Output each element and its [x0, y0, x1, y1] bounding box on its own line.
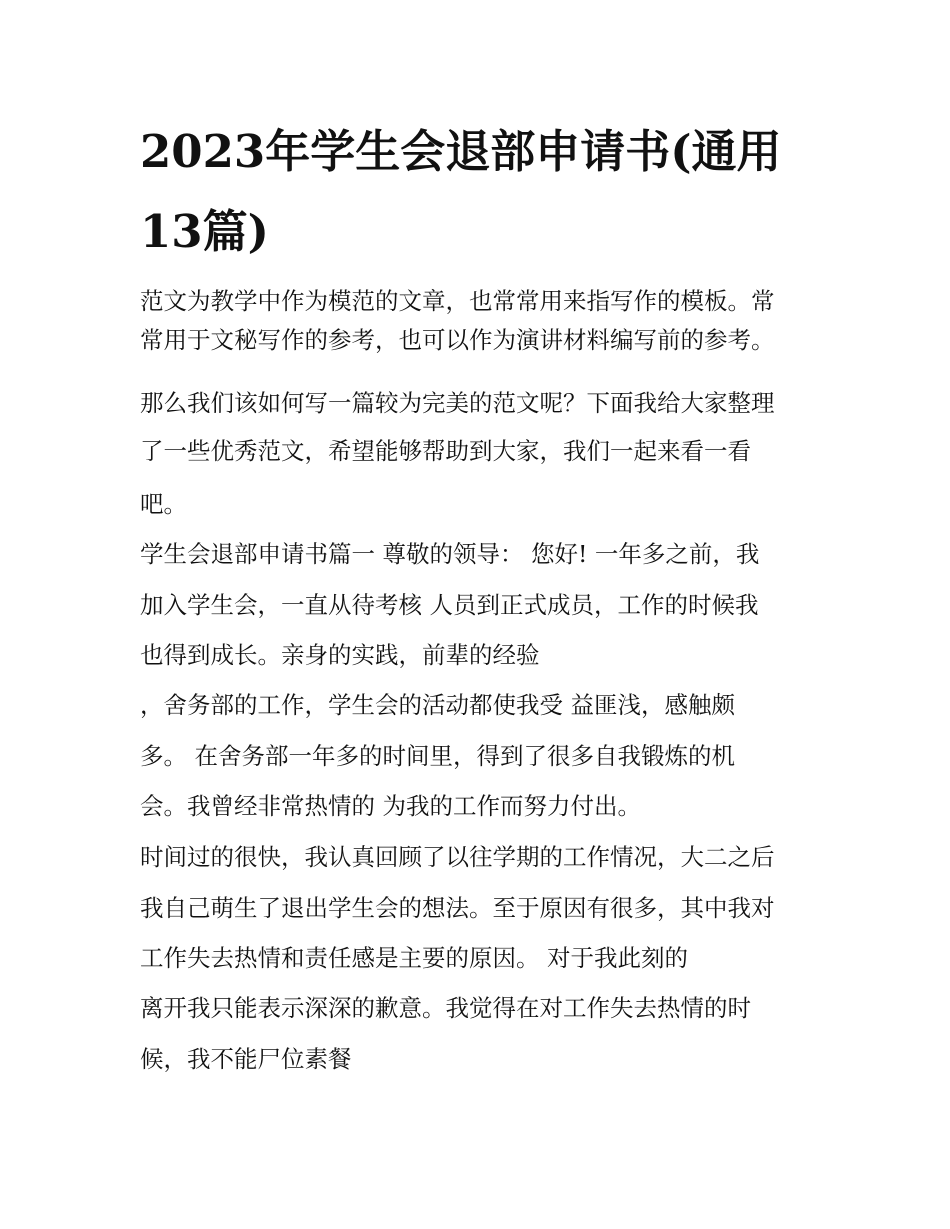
body-line-5: 吧。 [140, 490, 187, 518]
body-line-14: 工作失去热情和责任感是主要的原因。 对于我此刻的 [140, 944, 688, 972]
document-title: 2023年学生会退部申请书(通用13篇) [140, 125, 782, 258]
body-line-16: 候，我不能尸位素餐 [140, 1045, 352, 1073]
body-line-10: 多。 在舍务部一年多的时间里，得到了很多自我锻炼的机 [140, 742, 735, 770]
body-line-6: 学生会退部申请书篇一 尊敬的领导： 您好! 一年多之前，我 [140, 540, 760, 568]
body-line-3: 那么我们该如何写一篇较为完美的范文呢？下面我给大家整理 [140, 389, 775, 417]
body-line-7: 加入学生会，一直从待考核 人员到正式成员，工作的时候我 [140, 591, 759, 619]
body-line-11: 会。我曾经非常热情的 为我的工作而努力付出。 [140, 792, 641, 820]
body-line-15: 离开我只能表示深深的歉意。我觉得在对工作失去热情的时 [140, 994, 751, 1022]
body-line-13: 我自己萌生了退出学生会的想法。至于原因有很多，其中我对 [140, 894, 775, 922]
body-line-8: 也得到成长。亲身的实践，前辈的经验 [140, 641, 540, 669]
body-line-1: 范文为教学中作为模范的文章，也常常用来指写作的模板。常 [140, 287, 775, 315]
body-line-9: ，舍务部的工作，学生会的活动都使我受 益匪浅，感触颇 [140, 691, 735, 719]
body-line-12: 时间过的很快，我认真回顾了以往学期的工作情况，大二之后 [140, 843, 775, 871]
body-line-4: 了一些优秀范文，希望能够帮助到大家，我们一起来看一看 [140, 437, 751, 465]
body-line-2: 常用于文秘写作的参考，也可以作为演讲材料编写前的参考。 [140, 326, 775, 354]
